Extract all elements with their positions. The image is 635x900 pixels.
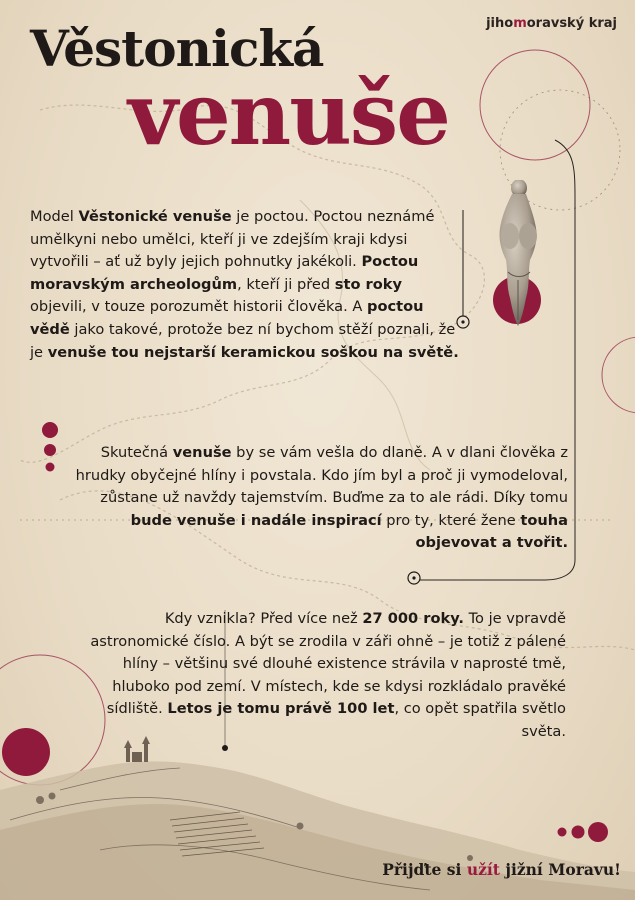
- text-run: Skutečná: [100, 444, 173, 461]
- text-run: bude venuše i nadále inspirací: [130, 511, 382, 529]
- text-run: jako takové, protože bez ní bychom stěží poznali, že je: [30, 320, 456, 361]
- text-run: Model: [30, 208, 79, 225]
- circle-outline-right: [602, 337, 635, 413]
- text-run: , co opět spatřila světlo světa.: [394, 700, 566, 740]
- text-run: Letos je tomu právě 100 let: [167, 700, 395, 718]
- marker-figurine-dot: [461, 320, 464, 323]
- red-dot-bottom-2: [572, 826, 585, 839]
- red-dot-stack-3: [46, 463, 55, 472]
- text-run: venuše tou nejstarší keramickou soškou na světě.: [47, 343, 459, 361]
- red-dot-bottom-3: [588, 822, 608, 842]
- text-run: Kdy vznikla? Před více než: [164, 610, 363, 627]
- text-run: sto roky: [334, 275, 402, 293]
- marker-mid-dot: [412, 576, 415, 579]
- text-run: touha objevovat a tvořit.: [415, 511, 568, 552]
- text-run: To je vpravdě astronomické číslo. A být se zrodila v záři ohně – je totiž z pálené hlíny – většinu své dlouhé existence strávila v naprosté tmě, hluboko pod zemí. V místech, kde se kdysi rozkládalo pravěké sídliště.: [90, 610, 566, 718]
- text-run: 27 000 roky.: [362, 610, 464, 627]
- text-run: Poctou moravským archeologům: [30, 253, 419, 293]
- text-run: je poctou. Poctou neznámé umělkyni nebo umělci, kteří ji ve zdejším kraji kdysi vytvořili – ať už byly jejich pohnutky jakékoli.: [30, 208, 435, 271]
- text-run: Věstonické venuše: [78, 208, 232, 225]
- red-dot-large-left: [2, 728, 50, 776]
- venus-figurine: [488, 180, 550, 330]
- text-run: venuše: [172, 444, 232, 461]
- title-line-2: venuše: [128, 64, 449, 165]
- text-run: poctou vědě: [30, 298, 424, 338]
- paragraph-intro: [30, 206, 460, 364]
- paragraph-age: [80, 608, 566, 744]
- red-dot-bottom-1: [558, 828, 567, 837]
- text-run: objevili, v touze porozumět historii člověka. A: [30, 298, 367, 316]
- circle-outline-top: [480, 50, 590, 160]
- marker-lower: [222, 745, 228, 751]
- red-dot-stack-2: [44, 444, 56, 456]
- text-run: by se vám vešla do dlaně. A v dlani člověka z hrudky obyčejné hlíny i povstala. Kdo jím byl a proč ji vymodeloval, zůstane už navždy tajemstvím. Buďme za to ale rádi. Díky tomu: [75, 444, 568, 507]
- brand-logo: jihomoravský kraj: [486, 16, 617, 31]
- footer-slogan: Přijďte si užít jižní Moravu!: [382, 860, 621, 879]
- title-line-1: Věstonická: [30, 19, 324, 78]
- red-dot-stack-1: [42, 422, 58, 438]
- text-run: pro ty, které žene: [381, 511, 521, 529]
- text-run: , kteří ji před: [237, 275, 335, 293]
- paragraph-palm: [68, 442, 568, 555]
